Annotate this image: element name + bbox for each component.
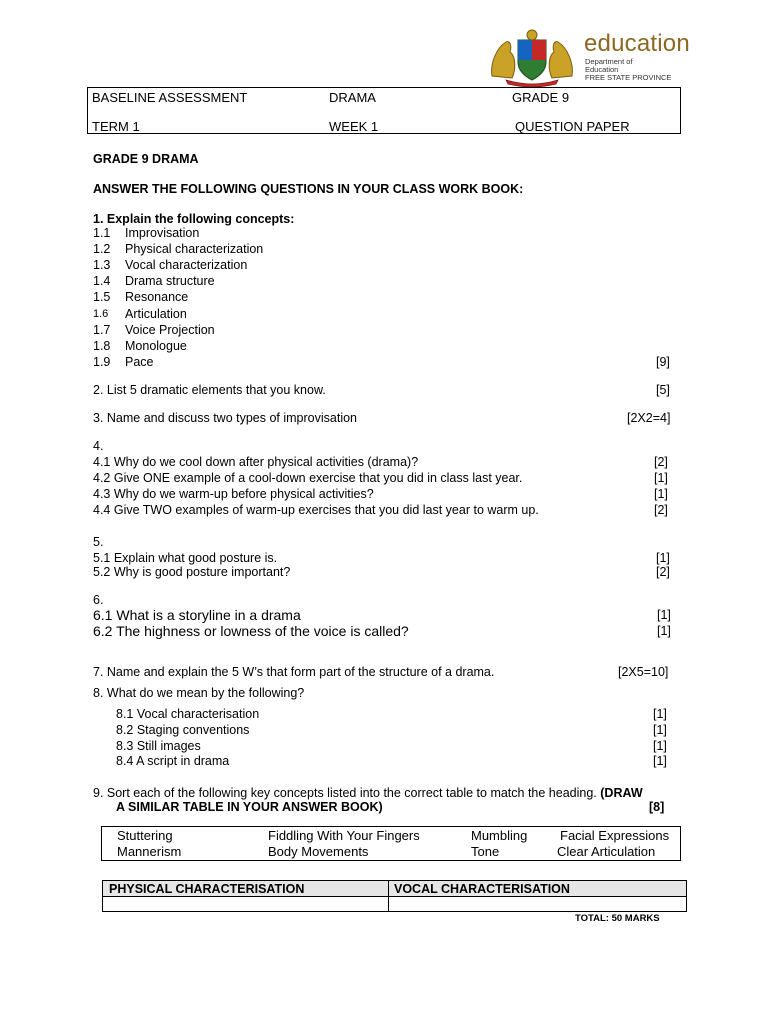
q1-item-text: Improvisation <box>125 226 200 240</box>
header-week: WEEK 1 <box>329 119 379 134</box>
characterisation-table <box>102 880 687 912</box>
q1-item-num: 1.2 <box>93 242 111 256</box>
q5-item-text: 5.1 Explain what good posture is. <box>93 551 278 565</box>
q9-line1 <box>93 786 643 800</box>
q1-item-num: 1.7 <box>93 323 111 337</box>
header-grade: GRADE 9 <box>512 90 570 105</box>
q4-item-marks: [1] <box>654 471 668 485</box>
q9-line1-bold: (DRAW <box>600 786 643 800</box>
q1-item-num: 1.3 <box>93 258 111 272</box>
q1-item-text: Articulation <box>125 307 187 321</box>
q9-marks: [8] <box>649 800 665 814</box>
logo-sub-line: Education <box>585 65 619 74</box>
q8-item-marks: [1] <box>653 707 667 721</box>
key-concept-cell: Tone <box>471 844 500 859</box>
q1-marks: [9] <box>656 355 670 369</box>
q1-item-num: 1.9 <box>93 355 111 369</box>
q1-item-text: Vocal characterization <box>125 258 248 272</box>
key-concept-cell: Fiddling With Your Fingers <box>268 828 420 843</box>
q1-item-text: Voice Projection <box>125 323 215 337</box>
q1-item-text: Drama structure <box>125 274 215 288</box>
q4-item-marks: [2] <box>654 455 668 469</box>
header-assessment: BASELINE ASSESSMENT <box>92 90 248 105</box>
q8-item-marks: [1] <box>653 739 667 753</box>
q9-line1-text: 9. Sort each of the following key concepts listed into the correct table to match the heading. <box>93 786 597 800</box>
q4-item-text: 4.2 Give ONE example of a cool-down exercise that you did in class last year. <box>93 471 523 485</box>
q2-text: 2. List 5 dramatic elements that you know. <box>93 383 326 397</box>
q8-text: 8. What do we mean by the following? <box>93 686 305 700</box>
q5-item-text: 5.2 Why is good posture important? <box>93 565 291 579</box>
header-paper-type: QUESTION PAPER <box>515 119 630 134</box>
q6-item-text: 6.2 The highness or lowness of the voice is called? <box>93 623 409 639</box>
q6-item-text: 6.1 What is a storyline in a drama <box>93 607 301 623</box>
q3-marks: [2X2=4] <box>627 411 671 425</box>
q4-item-marks: [2] <box>654 503 668 517</box>
q1-item-text: Monologue <box>125 339 187 353</box>
q5-item-marks: [2] <box>656 565 670 579</box>
q8-item-marks: [1] <box>653 754 667 768</box>
q8-item-text: 8.2 Staging conventions <box>116 723 250 737</box>
q1-heading: 1. Explain the following concepts: <box>93 212 295 226</box>
q4-item-marks: [1] <box>654 487 668 501</box>
physical-column-header: PHYSICAL CHARACTERISATION <box>109 882 305 896</box>
q1-item-num: 1.1 <box>93 226 111 240</box>
q1-item-num: 1.6 <box>93 308 109 320</box>
q2-marks: [5] <box>656 383 670 397</box>
logo-sub-line: Department of <box>585 57 633 66</box>
q7-text: 7. Name and explain the 5 W’s that form part of the structure of a drama. <box>93 665 495 679</box>
q9-line2: A SIMILAR TABLE IN YOUR ANSWER BOOK) <box>116 800 383 814</box>
q5-item-marks: [1] <box>656 551 670 565</box>
q1-item-num: 1.8 <box>93 339 111 353</box>
key-concept-cell: Body Movements <box>268 844 369 859</box>
q7-marks: [2X5=10] <box>618 665 669 679</box>
q8-item-text: 8.3 Still images <box>116 739 201 753</box>
vocal-column-header: VOCAL CHARACTERISATION <box>394 882 570 896</box>
key-concepts-table <box>101 826 681 861</box>
q1-item-text: Pace <box>125 355 154 369</box>
q3-text: 3. Name and discuss two types of improvisation <box>93 411 358 425</box>
q4-item-text: 4.3 Why do we warm-up before physical activities? <box>93 487 374 501</box>
key-concept-cell: Mumbling <box>471 828 528 843</box>
page-title: GRADE 9 DRAMA <box>93 152 199 166</box>
q1-item-text: Physical characterization <box>125 242 264 256</box>
key-concept-cell: Stuttering <box>117 828 173 843</box>
q1-item-num: 1.4 <box>93 274 111 288</box>
q4-number: 4. <box>93 439 104 453</box>
q1-item-num: 1.5 <box>93 290 111 304</box>
logo-wordmark: education <box>584 30 690 57</box>
column-divider <box>388 881 389 911</box>
key-concept-cell: Clear Articulation <box>557 844 656 859</box>
header-term: TERM 1 <box>92 119 140 134</box>
q8-item-text: 8.4 A script in drama <box>116 754 230 768</box>
key-concept-cell: Facial Expressions <box>560 828 670 843</box>
logo-sub-line: FREE STATE PROVINCE <box>585 73 672 82</box>
coat-of-arms-icon <box>486 26 578 88</box>
total-marks: TOTAL: 50 MARKS <box>575 913 660 924</box>
q8-item-marks: [1] <box>653 723 667 737</box>
q1-item-text: Resonance <box>125 290 189 304</box>
q6-item-marks: [1] <box>657 624 671 638</box>
header-subject: DRAMA <box>329 90 376 105</box>
key-concept-cell: Mannerism <box>117 844 182 859</box>
q6-item-marks: [1] <box>657 608 671 622</box>
q8-item-text: 8.1 Vocal characterisation <box>116 707 260 721</box>
q5-number: 5. <box>93 535 104 549</box>
q4-item-text: 4.1 Why do we cool down after physical activities (drama)? <box>93 455 419 469</box>
instruction: ANSWER THE FOLLOWING QUESTIONS IN YOUR CLASS WORK BOOK: <box>93 182 524 196</box>
q4-item-text: 4.4 Give TWO examples of warm-up exercises that you did last year to warm up. <box>93 503 539 517</box>
q6-number: 6. <box>93 593 104 607</box>
